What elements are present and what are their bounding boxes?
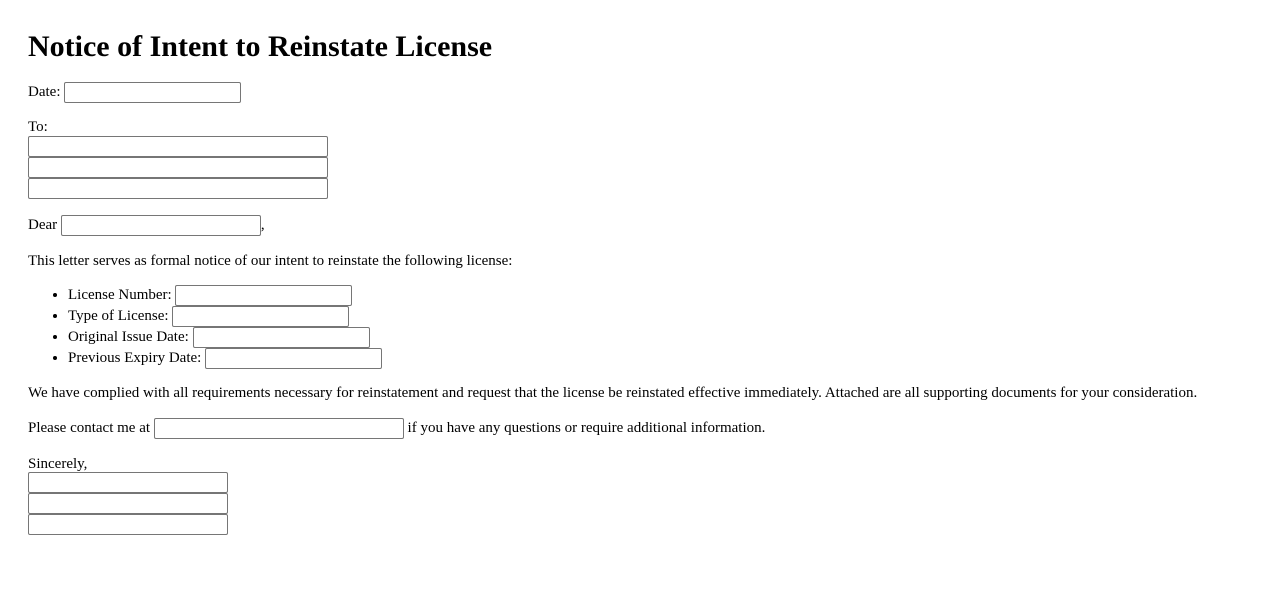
issue-date-label: Original Issue Date:	[68, 329, 189, 345]
contact-prefix: Please contact me at	[28, 420, 151, 436]
to-label: To:	[28, 119, 48, 135]
list-item-expiry-date	[68, 348, 1250, 369]
license-type-input[interactable]	[172, 306, 349, 327]
list-item-license-number	[68, 285, 1250, 306]
license-number-label: License Number:	[68, 287, 172, 303]
issue-date-input[interactable]	[193, 327, 370, 348]
signature-line-3-input[interactable]	[28, 514, 228, 535]
recipient-address-fields	[28, 136, 1250, 199]
license-number-input[interactable]	[175, 285, 352, 306]
date-row	[28, 82, 1250, 103]
list-item-issue-date	[68, 327, 1250, 348]
recipient-line-3-input[interactable]	[28, 178, 328, 199]
salutation-name-input[interactable]	[61, 215, 261, 236]
page-title: Notice of Intent to Reinstate License	[28, 30, 493, 63]
dear-label: Dear	[28, 217, 58, 233]
contact-row	[28, 418, 1250, 439]
recipient-line-1-input[interactable]	[28, 136, 328, 157]
contact-suffix: if you have any questions or require additional information.	[407, 420, 766, 436]
salutation-comma: ,	[260, 217, 265, 233]
closing-label: Sincerely,	[28, 456, 88, 472]
license-type-label: Type of License:	[68, 308, 169, 324]
expiry-date-input[interactable]	[205, 348, 382, 369]
recipient-line-2-input[interactable]	[28, 157, 328, 178]
salutation-row	[28, 215, 1250, 236]
intro-paragraph: This letter serves as formal notice of our intent to reinstate the following license:	[28, 253, 513, 269]
contact-input[interactable]	[154, 418, 404, 439]
compliance-paragraph: We have complied with all requirements necessary for reinstatement and request that the license be reinstated effective immediately. Attached are all supporting documents for your consideration.	[28, 385, 1198, 401]
signature-fields	[28, 472, 1250, 535]
signature-line-2-input[interactable]	[28, 493, 228, 514]
date-input[interactable]	[64, 82, 241, 103]
license-details-list	[28, 285, 1250, 369]
list-item-license-type	[68, 306, 1250, 327]
expiry-date-label: Previous Expiry Date:	[68, 350, 202, 366]
signature-line-1-input[interactable]	[28, 472, 228, 493]
date-label: Date:	[28, 84, 61, 100]
